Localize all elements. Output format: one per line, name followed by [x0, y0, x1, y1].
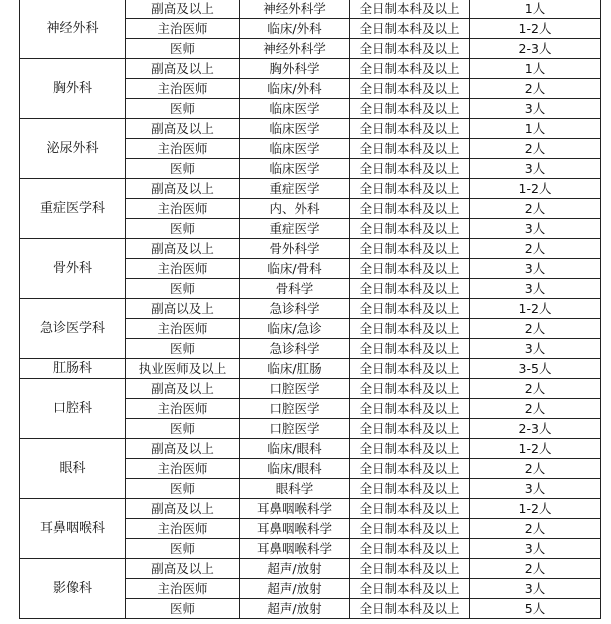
headcount-cell: 1-2人: [470, 19, 601, 39]
headcount-cell: 1-2人: [470, 439, 601, 459]
major-cell: 临床医学: [240, 139, 350, 159]
headcount-cell: 2人: [470, 199, 601, 219]
education-cell: 全日制本科及以上: [350, 179, 470, 199]
headcount-cell: 2-3人: [470, 419, 601, 439]
major-cell: 骨科学: [240, 279, 350, 299]
major-cell: 重症医学: [240, 179, 350, 199]
table-row: [20, 379, 601, 399]
position-title-cell: 主治医师: [126, 19, 240, 39]
position-title-cell: 主治医师: [126, 199, 240, 219]
headcount-cell: 2人: [470, 459, 601, 479]
position-title-cell: 主治医师: [126, 459, 240, 479]
education-cell: 全日制本科及以上: [350, 479, 470, 499]
major-cell: 临床医学: [240, 159, 350, 179]
major-cell: 神经外科学: [240, 0, 350, 19]
department-cell: 急诊医学科: [20, 299, 126, 359]
education-cell: 全日制本科及以上: [350, 0, 470, 19]
education-cell: 全日制本科及以上: [350, 399, 470, 419]
education-cell: 全日制本科及以上: [350, 439, 470, 459]
major-cell: 临床/外科: [240, 19, 350, 39]
position-title-cell: 副高及以上: [126, 499, 240, 519]
department-cell: 骨外科: [20, 239, 126, 299]
major-cell: 胸外科学: [240, 59, 350, 79]
position-title-cell: 副高及以上: [126, 179, 240, 199]
headcount-cell: 1-2人: [470, 299, 601, 319]
position-title-cell: 主治医师: [126, 79, 240, 99]
headcount-cell: 1人: [470, 59, 601, 79]
major-cell: 口腔医学: [240, 379, 350, 399]
table-row: [20, 239, 601, 259]
table-row: [20, 179, 601, 199]
department-cell: 耳鼻咽喉科: [20, 499, 126, 559]
education-cell: 全日制本科及以上: [350, 99, 470, 119]
major-cell: 眼科学: [240, 479, 350, 499]
position-title-cell: 副高及以上: [126, 59, 240, 79]
recruitment-table-body: [20, 0, 601, 619]
education-cell: 全日制本科及以上: [350, 459, 470, 479]
education-cell: 全日制本科及以上: [350, 559, 470, 579]
education-cell: 全日制本科及以上: [350, 339, 470, 359]
major-cell: 临床/急诊: [240, 319, 350, 339]
position-title-cell: 主治医师: [126, 579, 240, 599]
position-title-cell: 医师: [126, 539, 240, 559]
position-title-cell: 医师: [126, 219, 240, 239]
position-title-cell: 医师: [126, 339, 240, 359]
table-row: [20, 59, 601, 79]
major-cell: 内、外科: [240, 199, 350, 219]
education-cell: 全日制本科及以上: [350, 499, 470, 519]
education-cell: 全日制本科及以上: [350, 139, 470, 159]
education-cell: 全日制本科及以上: [350, 379, 470, 399]
position-title-cell: 医师: [126, 479, 240, 499]
headcount-cell: 3人: [470, 219, 601, 239]
position-title-cell: 主治医师: [126, 519, 240, 539]
position-title-cell: 医师: [126, 159, 240, 179]
education-cell: 全日制本科及以上: [350, 59, 470, 79]
major-cell: 临床医学: [240, 99, 350, 119]
recruitment-table: [19, 0, 601, 619]
position-title-cell: 副高以及上: [126, 299, 240, 319]
department-cell: 神经外科: [20, 0, 126, 59]
major-cell: 耳鼻咽喉科学: [240, 539, 350, 559]
major-cell: 耳鼻咽喉科学: [240, 499, 350, 519]
education-cell: 全日制本科及以上: [350, 119, 470, 139]
major-cell: 超声/放射: [240, 599, 350, 619]
table-row: [20, 439, 601, 459]
headcount-cell: 3人: [470, 579, 601, 599]
major-cell: 口腔医学: [240, 419, 350, 439]
major-cell: 临床/骨科: [240, 259, 350, 279]
headcount-cell: 1-2人: [470, 499, 601, 519]
headcount-cell: 1-2人: [470, 179, 601, 199]
education-cell: 全日制本科及以上: [350, 259, 470, 279]
department-cell: 肛肠科: [20, 359, 126, 379]
position-title-cell: 医师: [126, 279, 240, 299]
major-cell: 急诊科学: [240, 299, 350, 319]
headcount-cell: 2人: [470, 239, 601, 259]
table-row: [20, 0, 601, 19]
department-cell: 胸外科: [20, 59, 126, 119]
education-cell: 全日制本科及以上: [350, 579, 470, 599]
education-cell: 全日制本科及以上: [350, 519, 470, 539]
headcount-cell: 1人: [470, 0, 601, 19]
major-cell: 神经外科学: [240, 39, 350, 59]
position-title-cell: 主治医师: [126, 319, 240, 339]
position-title-cell: 副高及以上: [126, 379, 240, 399]
major-cell: 临床/眼科: [240, 439, 350, 459]
major-cell: 重症医学: [240, 219, 350, 239]
position-title-cell: 副高及以上: [126, 559, 240, 579]
education-cell: 全日制本科及以上: [350, 279, 470, 299]
headcount-cell: 5人: [470, 599, 601, 619]
position-title-cell: 副高及以上: [126, 239, 240, 259]
headcount-cell: 2-3人: [470, 39, 601, 59]
headcount-cell: 2人: [470, 379, 601, 399]
major-cell: 临床医学: [240, 119, 350, 139]
position-title-cell: 医师: [126, 599, 240, 619]
major-cell: 骨外科学: [240, 239, 350, 259]
headcount-cell: 2人: [470, 559, 601, 579]
education-cell: 全日制本科及以上: [350, 539, 470, 559]
position-title-cell: 副高及以上: [126, 119, 240, 139]
position-title-cell: 执业医师及以上: [126, 359, 240, 379]
headcount-cell: 2人: [470, 79, 601, 99]
education-cell: 全日制本科及以上: [350, 159, 470, 179]
education-cell: 全日制本科及以上: [350, 419, 470, 439]
major-cell: 临床/外科: [240, 79, 350, 99]
position-title-cell: 主治医师: [126, 259, 240, 279]
position-title-cell: 医师: [126, 419, 240, 439]
department-cell: 重症医学科: [20, 179, 126, 239]
major-cell: 超声/放射: [240, 559, 350, 579]
major-cell: 临床/肛肠: [240, 359, 350, 379]
table-row: [20, 359, 601, 379]
major-cell: 口腔医学: [240, 399, 350, 419]
headcount-cell: 3人: [470, 539, 601, 559]
major-cell: 耳鼻咽喉科学: [240, 519, 350, 539]
headcount-cell: 3人: [470, 339, 601, 359]
table-row: [20, 119, 601, 139]
headcount-cell: 3人: [470, 479, 601, 499]
education-cell: 全日制本科及以上: [350, 319, 470, 339]
education-cell: 全日制本科及以上: [350, 199, 470, 219]
major-cell: 超声/放射: [240, 579, 350, 599]
headcount-cell: 2人: [470, 319, 601, 339]
position-title-cell: 副高及以上: [126, 0, 240, 19]
headcount-cell: 1人: [470, 119, 601, 139]
table-row: [20, 559, 601, 579]
department-cell: 影像科: [20, 559, 126, 619]
headcount-cell: 3人: [470, 279, 601, 299]
education-cell: 全日制本科及以上: [350, 19, 470, 39]
position-title-cell: 医师: [126, 39, 240, 59]
education-cell: 全日制本科及以上: [350, 39, 470, 59]
department-cell: 口腔科: [20, 379, 126, 439]
major-cell: 急诊科学: [240, 339, 350, 359]
department-cell: 泌尿外科: [20, 119, 126, 179]
education-cell: 全日制本科及以上: [350, 79, 470, 99]
education-cell: 全日制本科及以上: [350, 299, 470, 319]
position-title-cell: 主治医师: [126, 399, 240, 419]
education-cell: 全日制本科及以上: [350, 359, 470, 379]
major-cell: 临床/眼科: [240, 459, 350, 479]
headcount-cell: 3-5人: [470, 359, 601, 379]
position-title-cell: 主治医师: [126, 139, 240, 159]
education-cell: 全日制本科及以上: [350, 219, 470, 239]
education-cell: 全日制本科及以上: [350, 599, 470, 619]
headcount-cell: 2人: [470, 139, 601, 159]
education-cell: 全日制本科及以上: [350, 239, 470, 259]
position-title-cell: 医师: [126, 99, 240, 119]
headcount-cell: 2人: [470, 399, 601, 419]
headcount-cell: 3人: [470, 99, 601, 119]
department-cell: 眼科: [20, 439, 126, 499]
position-title-cell: 副高及以上: [126, 439, 240, 459]
headcount-cell: 3人: [470, 159, 601, 179]
headcount-cell: 3人: [470, 259, 601, 279]
headcount-cell: 2人: [470, 519, 601, 539]
table-row: [20, 299, 601, 319]
table-row: [20, 499, 601, 519]
